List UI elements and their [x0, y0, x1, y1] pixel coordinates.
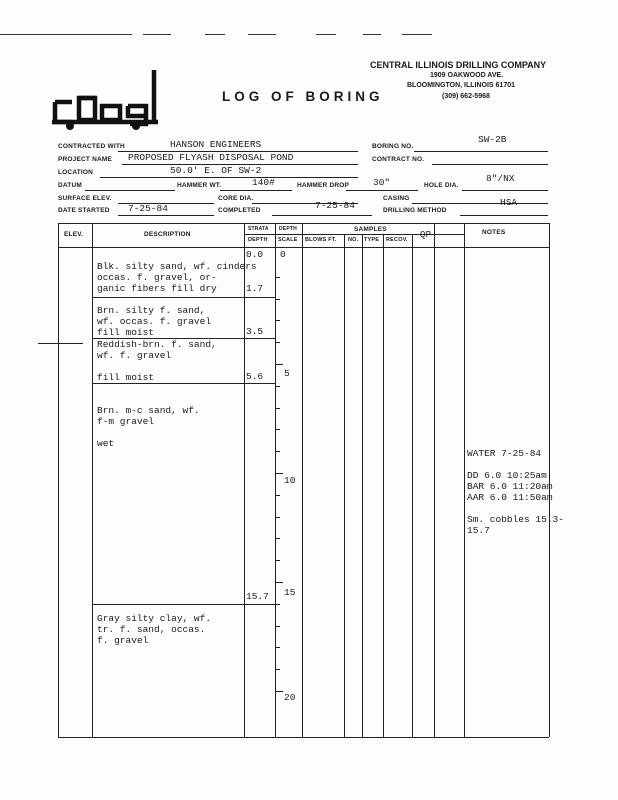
project-name-label: PROJECT NAME [58, 156, 113, 163]
drilling-method-line [460, 215, 548, 216]
scale-tick [275, 364, 283, 365]
header-elev: ELEV. [64, 231, 84, 238]
completed-label: COMPLETED [218, 207, 261, 214]
header-type: TYPE [364, 237, 380, 243]
date-started-line [118, 215, 214, 216]
casing-label: CASING [383, 195, 410, 202]
scale-tick [275, 669, 280, 670]
header-strata-depth: DEPTH [248, 237, 268, 243]
company-name: CENTRAL ILLINOIS DRILLING COMPANY [370, 60, 547, 70]
hammer-drop-value: 30" [373, 177, 391, 188]
header-qp: QP [420, 230, 432, 240]
scale-tick [275, 473, 283, 474]
company-address-city: BLOOMINGTON, ILLINOIS 61701 [407, 82, 516, 89]
hammer-wt-value: 140# [252, 177, 275, 188]
description-line: ganic fibers fill dry [97, 283, 217, 294]
hammer-wt-label: HAMMER WT. [177, 182, 222, 189]
description-line: fill moist [97, 372, 155, 383]
description-line: tr. f. sand, occas. [97, 624, 206, 635]
drilling-method-label: DRILLING METHOD [383, 207, 447, 214]
company-address-street: 1909 OAKWOOD AVE. [430, 72, 504, 79]
note-line: AAR 6.0 11:50am [467, 492, 553, 503]
hammer-drop-label: HAMMER DROP [297, 182, 350, 189]
hammer-wt-line [220, 190, 292, 191]
scale-tick [275, 277, 280, 278]
description-line: Blk. silty sand, wf. cinders [97, 261, 257, 272]
contracted-with-value: HANSON ENGINEERS [170, 139, 262, 150]
strata-depth: 5.6 [246, 371, 264, 382]
strata-depth: 15.7 [246, 591, 269, 602]
note-line: BAR 6.0 11:20am [467, 481, 553, 492]
company-phone: (309) 662-5968 [442, 93, 490, 100]
boring-no-label: BORING NO. [372, 143, 414, 150]
header-description: DESCRIPTION [144, 231, 191, 238]
scale-tick [275, 386, 280, 387]
scale-label-15: 15 [284, 587, 296, 598]
casing-value: HSA [500, 197, 518, 208]
header-samples: SAMPLES [354, 226, 387, 233]
description-line: f-m gravel [97, 416, 155, 427]
description-line: Brn. m-c sand, wf. [97, 405, 200, 416]
date-started-label: DATE STARTED [58, 207, 110, 214]
boring-no-value: SW-2B [478, 134, 507, 145]
scale-label-0: 0 [280, 249, 286, 260]
scale-tick [275, 517, 280, 518]
header-strata: STRATA [248, 226, 269, 232]
scale-tick [275, 691, 283, 692]
surface-elev-label: SURFACE ELEV. [58, 195, 112, 202]
header-depth-top: DEPTH [279, 226, 297, 232]
company-logo [50, 66, 165, 132]
casing-line [412, 203, 548, 204]
scale-tick [275, 582, 283, 583]
scale-tick [275, 342, 280, 343]
location-label: LOCATION [58, 169, 94, 176]
description-line: wf. occas. f. gravel [97, 316, 212, 327]
scale-tick [275, 451, 280, 452]
project-name-value: PROPOSED FLYASH DISPOSAL POND [128, 152, 294, 163]
core-dia-label: CORE DIA. [218, 195, 254, 202]
note-line: WATER 7-25-84 [467, 448, 542, 459]
hammer-drop-line [346, 190, 418, 191]
scale-tick [275, 538, 280, 539]
boring-no-line [414, 151, 548, 152]
scale-tick [275, 626, 280, 627]
note-line: Sm. cobbles 15.3- [467, 514, 564, 525]
contracted-with-label: CONTRACTED WITH [58, 143, 125, 150]
header-blows: BLOWS FT. [305, 237, 337, 243]
description-line: occas. f. gravel, or- [97, 272, 217, 283]
scale-label-5: 5 [284, 368, 290, 379]
header-no: NO. [348, 237, 359, 243]
header-scale: SCALE [278, 237, 298, 243]
scale-tick [275, 299, 280, 300]
scale-tick [275, 647, 280, 648]
contract-no-label: CONTRACT NO. [372, 156, 425, 163]
scale-tick [275, 408, 280, 409]
description-line: f. gravel [97, 635, 149, 646]
note-line: 15.7 [467, 525, 490, 536]
scale-tick [275, 604, 280, 605]
description-line: Gray silty clay, wf. [97, 613, 212, 624]
strata-depth: 3.5 [246, 326, 264, 337]
description-line: wf. f. gravel [97, 350, 172, 361]
description-line: fill moist [97, 327, 155, 338]
header-recov: RECOV. [386, 237, 408, 243]
strata-depth: 1.7 [246, 283, 264, 294]
scale-tick [275, 560, 280, 561]
page-title: LOG OF BORING [222, 89, 384, 104]
datum-line [85, 190, 175, 191]
hole-dia-value: 8"/NX [486, 173, 515, 184]
description-line: wet [97, 438, 115, 449]
date-started-value: 7-25-84 [128, 203, 168, 214]
note-line: DD 6.0 10:25am [467, 470, 547, 481]
location-line [100, 177, 358, 178]
scale-label-20: 20 [284, 692, 296, 703]
contract-no-line [432, 164, 548, 165]
completed-line [272, 215, 372, 216]
location-value: 50.0' E. OF SW-2 [170, 165, 262, 176]
hole-dia-label: HOLE DIA. [424, 182, 459, 189]
description-line: Brn. silty f. sand, [97, 305, 206, 316]
scale-label-10: 10 [284, 475, 296, 486]
datum-label: DATUM [58, 182, 82, 189]
hole-dia-line [462, 190, 548, 191]
completed-value: 7-25-84 [315, 200, 355, 211]
description-line: Reddish-brn. f. sand, [97, 339, 217, 350]
scale-tick [275, 429, 280, 430]
scale-tick [275, 320, 280, 321]
header-notes: NOTES [482, 229, 506, 236]
scale-tick [275, 495, 280, 496]
start-depth: 0.0 [246, 249, 264, 260]
